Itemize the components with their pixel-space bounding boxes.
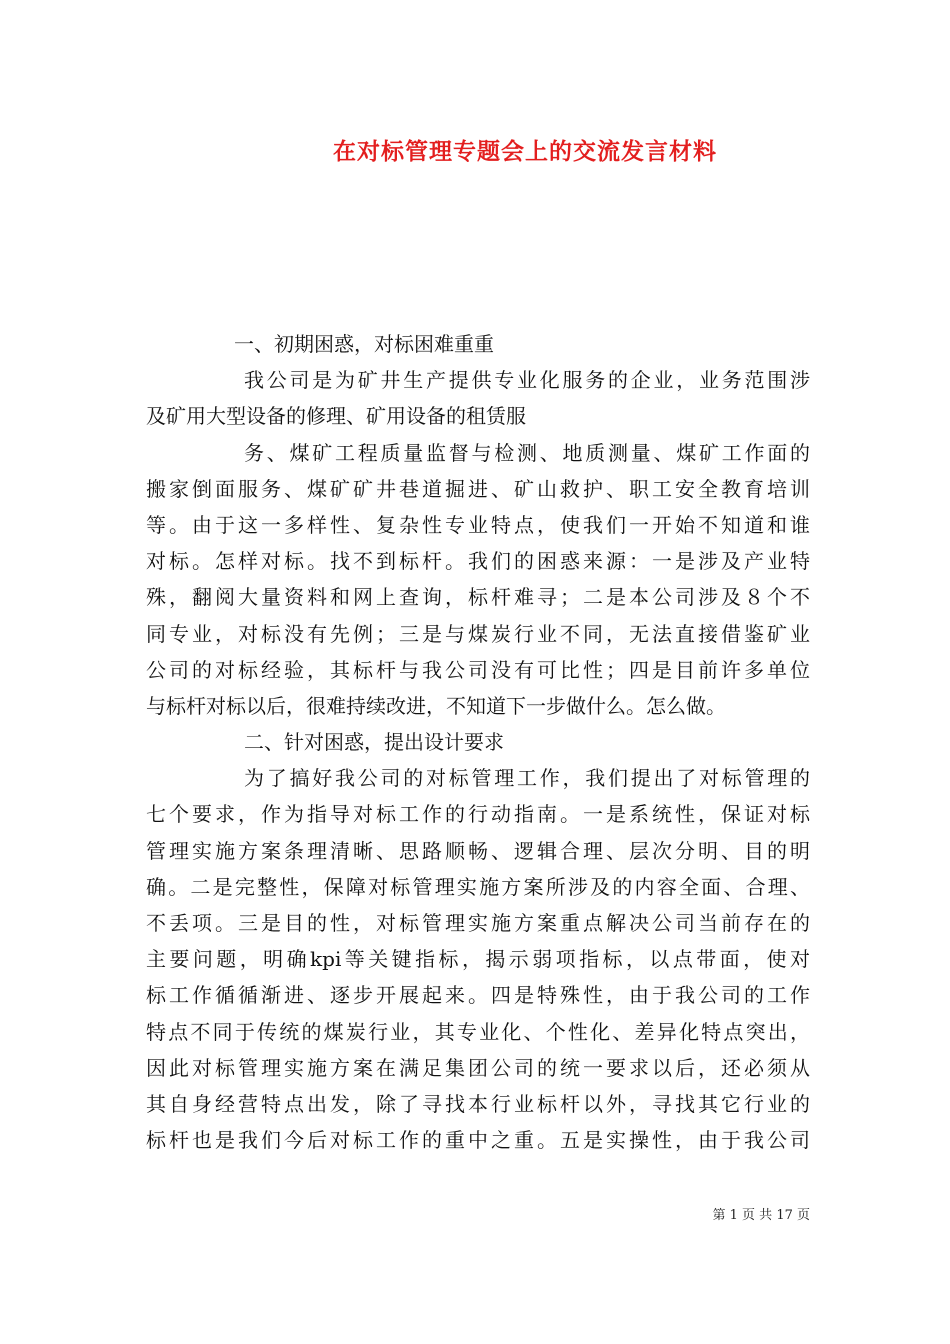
paragraph-line: 我公司是为矿井生产提供专业化服务的企业，业务范围涉 [244,368,810,393]
document-body [146,326,810,1158]
paragraph-line: 标工作循循渐进、逐步开展起来。四是特殊性，由于我公司的工作 [146,983,810,1008]
page-number: 第 1 页 共 17 页 [712,1208,810,1223]
paragraph-line: 因此对标管理实施方案在满足集团公司的统一要求以后，还必须从 [146,1055,810,1080]
paragraph-line: 其自身经营特点出发，除了寻找本行业标杆以外，寻找其它行业的 [146,1091,810,1116]
paragraph-line: 公司的对标经验，其标杆与我公司没有可比性；四是目前许多单位 [146,657,810,682]
paragraph-line: 不丢项。三是目的性，对标管理实施方案重点解决公司当前存在的 [146,911,810,935]
section-heading-1: 一、初期困惑，对标困难重重 [234,332,494,356]
paragraph-line: 殊，翻阅大量资料和网上查询，标杆难寻；二是本公司涉及８个不 [146,585,810,610]
paragraph-line: 及矿用大型设备的修理、矿用设备的租赁服 [146,404,526,429]
paragraph-line: 与标杆对标以后，很难持续改进，不知道下一步做什么。怎么做。 [146,693,726,718]
paragraph-line: 特点不同于传统的煤炭行业，其专业化、个性化、差异化特点突出， [146,1019,810,1044]
paragraph-line: 七个要求，作为指导对标工作的行动指南。一是系统性，保证对标 [146,802,810,827]
paragraph-line: 管理实施方案条理清晰、思路顺畅、逻辑合理、层次分明、目的明 [146,838,810,863]
paragraph-line: 务、煤矿工程质量监督与检测、地质测量、煤矿工作面的 [244,440,810,465]
paragraph-line: 为了搞好我公司的对标管理工作，我们提出了对标管理的 [244,766,810,791]
document-title: 在对标管理专题会上的交流发言材料 [333,138,717,165]
paragraph-line: 确。二是完整性，保障对标管理实施方案所涉及的内容全面、合理、 [146,874,810,899]
paragraph-line: 同专业，对标没有先例；三是与煤炭行业不同，无法直接借鉴矿业 [146,621,810,646]
section-heading-2: 二、针对困惑，提出设计要求 [244,730,504,755]
paragraph-line: 对标。怎样对标。找不到标杆。我们的困惑来源：一是涉及产业特 [146,549,810,574]
paragraph-line: 主要问题，明确kpi等关键指标，揭示弱项指标，以点带面，使对 [146,947,810,972]
paragraph-line: 等。由于这一多样性、复杂性专业特点，使我们一开始不知道和谁 [146,512,810,537]
paragraph-line: 搬家倒面服务、煤矿矿井巷道掘进、矿山救护、职工安全教育培训 [146,476,810,501]
paragraph-line: 标杆也是我们今后对标工作的重中之重。五是实操性，由于我公司 [146,1128,810,1153]
